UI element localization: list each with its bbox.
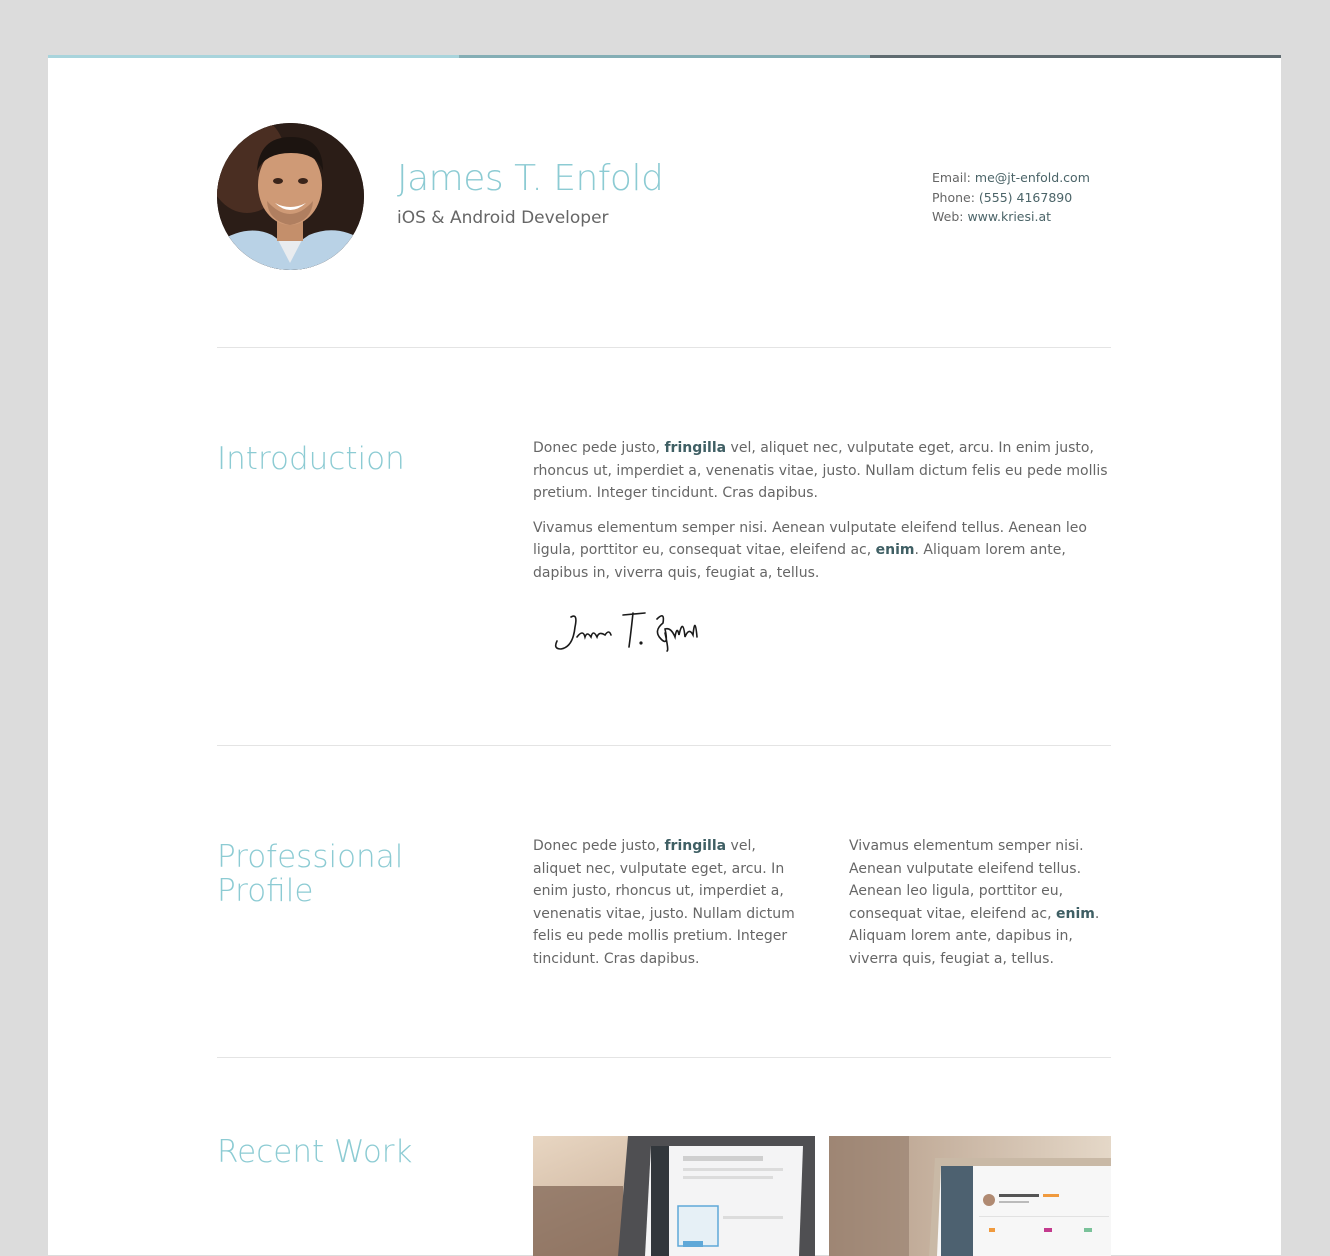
section-divider: [217, 1057, 1111, 1058]
email-link[interactable]: me@jt-enfold.com: [974, 170, 1090, 185]
email-label: Email:: [932, 170, 971, 185]
portfolio-thumbnail[interactable]: [829, 1136, 1111, 1256]
accent-bar-segment: [459, 55, 870, 58]
section-divider: [217, 745, 1111, 746]
bold-link: enim: [875, 542, 915, 558]
bold-link: enim: [1056, 905, 1095, 922]
profile-column-right: [849, 835, 1113, 982]
professional-profile-heading: [217, 840, 403, 908]
contact-block: [932, 168, 1090, 227]
heading-line: Profile: [217, 873, 314, 909]
phone-label: Phone:: [932, 189, 975, 205]
section-divider: [217, 347, 1111, 348]
bold-link: fringilla: [664, 440, 727, 456]
profile-column-left: [533, 835, 805, 982]
web-link[interactable]: www.kriesi.at: [967, 209, 1052, 224]
intro-paragraph: Donec pede justo, fringilla vel, aliquet nec, vulputate eget, arcu. In enim justo, rhoncus ut, imperdiet a, venenatis vitae, justo. Nullam dictum felis eu pede mollis pretium. Integer tincidunt. Cras dapibus.: [533, 440, 1108, 501]
accent-bar-segment: [870, 55, 1281, 58]
avatar: [217, 123, 364, 270]
web-label: Web:: [932, 209, 964, 224]
job-title: iOS & Android Developer: [397, 208, 609, 228]
portfolio-thumbnail[interactable]: [533, 1136, 815, 1256]
accent-bar-segment: [48, 55, 459, 58]
recent-work-heading: Recent Work: [217, 1134, 413, 1170]
bold-link: fringilla: [664, 838, 727, 854]
contact-web: [932, 207, 1090, 227]
introduction-text: [533, 437, 1113, 596]
profile-paragraph: Donec pede justo, fringilla vel, aliquet nec, vulputate eget, arcu. In enim justo, rhoncus ut, imperdiet a, venenatis vitae, justo. Nullam dictum felis eu pede mollis pretium. Integer tincidunt. Cras dapibus.: [533, 838, 795, 967]
heading-line: Professional: [217, 839, 404, 875]
resume-page: [48, 55, 1281, 1255]
person-name: James T. Enfold: [397, 158, 664, 199]
intro-paragraph: Vivamus elementum semper nisi. Aenean vulputate eleifend tellus. Aenean leo ligula, porttitor eu, consequat vitae, eleifend ac, enim. Aliquam lorem ante, dapibus in, viverra quis, feugiat a, tellus.: [533, 519, 1087, 581]
introduction-heading: Introduction: [217, 441, 405, 477]
phone-value: (555) 4167890: [978, 189, 1073, 205]
contact-email: [932, 168, 1090, 188]
profile-paragraph: Vivamus elementum semper nisi. Aenean vulputate eleifend tellus. Aenean leo ligula, porttitor eu, consequat vitae, eleifend ac, enim. Aliquam lorem ante, dapibus in, viverra quis, feugiat a, tellus.: [849, 838, 1100, 967]
top-accent-bar: [48, 55, 1281, 58]
signature-image: [553, 607, 713, 657]
contact-phone: [932, 188, 1090, 208]
